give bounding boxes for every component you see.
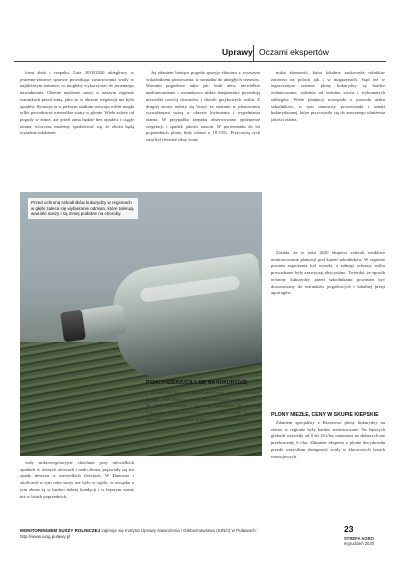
section-label: Uprawy	[222, 47, 253, 57]
subheading-yields: PLONY NIEZŁE, CENY W SKUPIE KIEPSKIE	[271, 412, 379, 418]
magazine-name: STREFA AGRO	[344, 536, 374, 541]
article-column-3	[271, 70, 385, 210]
article-column-1	[20, 70, 134, 190]
photo-caption: Przed ochroną szkodników kukurydzy w regionach w głębi zaleca się wybieranie odmian, które tolerują warunki suszy i są mniej podatne na choroby.	[28, 198, 138, 219]
sprayer-cap	[60, 310, 86, 343]
article-column-1b	[20, 460, 134, 520]
header-separator	[253, 45, 254, 61]
paragraph: Jej zdaniem bieżąca pogoda sprzyja zbiorom z wyższym wskaźnikiem plonowania, w stosunku do ubiegłych sezonów. Warunki pogodowe takie jak: brak ulew, niewielkie nasłonecznienie i stosunkowo niskie temperatury powodują niewielki rozwój chwastów i chorób grzybowych roślin. Z drugiej strony należy się liczyć ze stratami w plonowaniu wywołanymi suszą w okresie kwitnienia i wypełniania ziarna. W przypadku rzepaku obserwowano opóźnienie wegetacji i spadek jakości nasion. W porównaniu do lat poprzednich plony były niższe o 10-15%. Przyczyną tych strat był również silny wiatr.	[146, 70, 260, 143]
magazine-issue: 9/grudzień 2020	[344, 541, 375, 546]
paragraph: Dr hab. inż. Paweł K. Bereś, prof. nadz. Instytutu Ochrony Roślin – PIB Terenowa Stacja Doświadczalna w Rzeszowie – W 2020 roku wiosna i lato były sprzyjające dla rozwoju kukurydzy. Suchy kwiecień i maj, a także ciepły wrzesień spowodowały wydłużenie okresu wegetacji kukurydzy.	[146, 390, 260, 422]
magazine-info	[344, 536, 374, 546]
subsection-label: Oczami ekspertów	[259, 47, 329, 57]
article-column-3c	[271, 420, 385, 500]
paragraph: form zbóż i rzepaku. Lata 2018/2020 ubiegłowy w jesienno-zimowe sprawie powodując zastosowania wody w najbliższym terminie, co mogłaby wykorzystać do jesiennego nawadniania. Obecne nasilenie suszy w naszym regionie warunkach przed zimą, jako że w okresie wegetacji nie było opadów. Sytuacja ta w późnym stadium rozwoju roślin mogła tylko powodować niewielkie straty w plonie. Wiele zależy od pogody w zimie, ale jeżeli zima będzie bez opadów i ciągle zimna, wówczas możemy spodziewać się, że zboża będą wyraźnie osłabione.	[20, 70, 134, 136]
page-number: 23	[344, 524, 354, 534]
sprayer-tank	[108, 252, 262, 382]
article-column-2b	[146, 390, 260, 490]
paragraph: Zasada, że w roku 2020 eksperci zalecali wnikliwe monitorowanie plantacji pod kątem szkodników. W regionie poziom zagrożenia był wysoki, a zabiegi ochrony roślin prowadzone były zazwyczaj zbyt późno. Twierdzi, że sposób ochrony kukurydzy przed szkodnikami powinien być dostosowany do warunków pogodowych i lokalnej presji agrofagów.	[271, 250, 385, 296]
header-rule	[14, 61, 386, 62]
subheading-birds: PTAKI PRZERZUCIŁY SIĘ NA KUKURYDZĘ	[146, 380, 248, 386]
paragraph: Zdaniem specjalisty z Rzeszowa plony kukurydzy na ziarno w regionie były bardzo zróżnicowane. Na lepszych glebach wynosiły od 8 do 10 t/ha, natomiast na słabszych nie przekraczały 6 t/ha. Zdaniem eksperta o plonie decydowała przede wszystkim dostępność wody w kluczowych fazach rozwojowych.	[271, 420, 385, 459]
footer-text: zajmuje się Instytut Uprawy Nawożenia i Gleboznawstwa (IUNG) w Puławach: http://www.iung.pulawy.pl	[20, 528, 257, 539]
article-column-3b	[271, 250, 385, 410]
footer-title: MONITORINGIEM SUSZY ROLNICZEJ	[20, 528, 101, 533]
paragraph: wały mikrowegetacyjne chwilami przy niewielkich opadach w różnych okresach i mało zboża, pojawiały się też opady deszczu w niewielkich ilościach. W Dunowie i okolicach w tym roku suszy nie było w ogóle, w związku z tym zboża są w bardzo dobrej kondycji i w lepszym stanie niż w latach poprzednich.	[20, 460, 134, 499]
page-header	[0, 45, 400, 61]
footer-note	[20, 528, 260, 540]
paragraph: niska zbieżność, która lokalnie zaskoczyła rolników zarówno na polach jak i w magazynach. Stąd też w tegorocznym sezonie plony kukurydzy są bardzo zróżnicowane, zależnie od terminu siewu i wykonanych zabiegów. Wiele plantacji ucierpiało z powodu ataku szkodników, w tym omacnicy prosowianki i stonki kukurydzianej, które przyczyniły się do znacznego obniżenia jakości ziarna.	[271, 70, 385, 122]
